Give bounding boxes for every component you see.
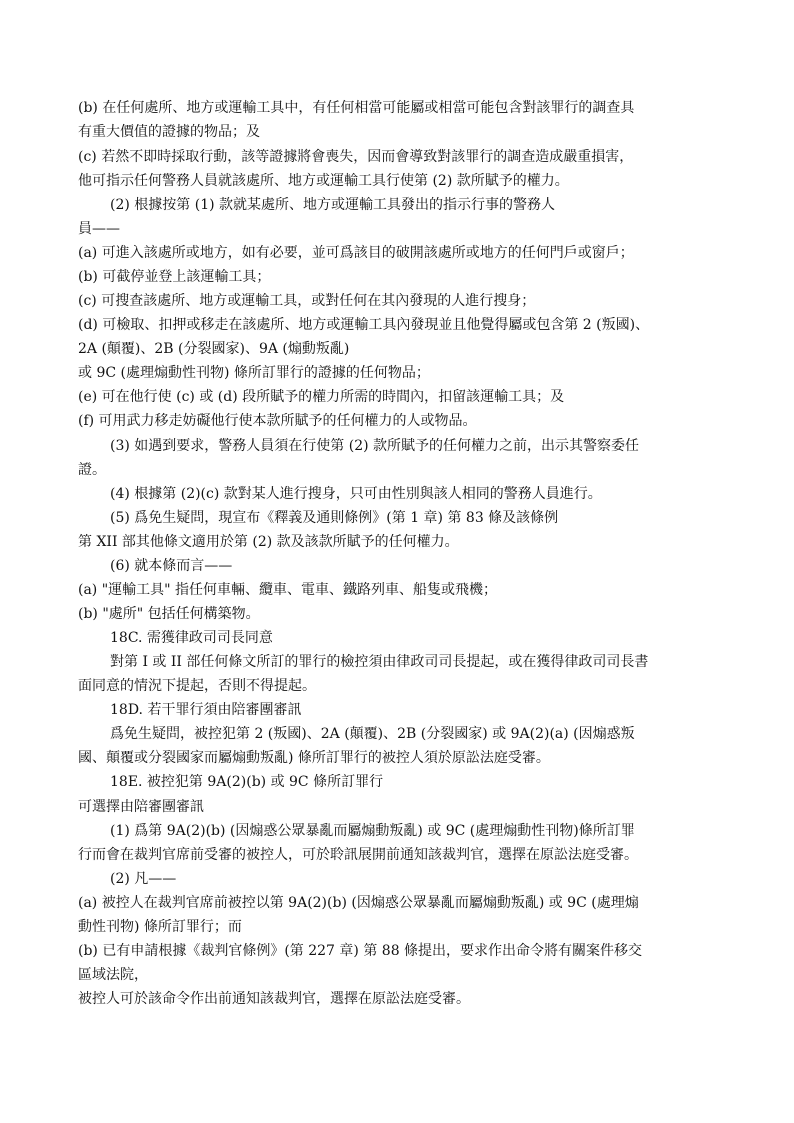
text-line: (4) 根據第 (2)(c) 款對某人進行搜身，只可由性別與該人相同的警務人員進行。 — [110, 486, 602, 502]
text-line: 面同意的情況下提起，否則不得提起。 — [78, 678, 316, 694]
text-line: (b) 已有申請根據《裁判官條例》(第 227 章) 第 88 條提出，要求作出命令將有關案件移交 — [78, 943, 643, 959]
text-line: 被控人可於該命令作出前通知該裁判官，選擇在原訟法庭受審。 — [78, 991, 470, 1007]
section-heading: 可選擇由陪審團審訊 — [78, 799, 204, 815]
text-line: 對第 I 或 II 部任何條文所訂的罪行的檢控須由律政司司長提起，或在獲得律政司司長書 — [110, 654, 649, 670]
text-line: 區域法院， — [78, 967, 148, 983]
text-line: (b) "處所" 包括任何構築物。 — [78, 606, 260, 622]
text-line: 爲免生疑問，被控犯第 2 (叛國)、2A (顛覆)、2B (分裂國家) 或 9A(2)(a) (因煽惑叛 — [110, 726, 635, 742]
section-heading: 18E. 被控犯第 9A(2)(b) 或 9C 條所訂罪行 — [110, 774, 384, 790]
text-line: 或 9C (處理煽動性刊物) 條所訂罪行的證據的任何物品； — [78, 365, 430, 381]
text-line: (d) 可檢取、扣押或移走在該處所、地方或運輸工具內發現並且他覺得屬或包含第 2 (叛國)、 — [78, 317, 650, 333]
text-line: (5) 爲免生疑問，現宣布《釋義及通則條例》(第 1 章) 第 83 條及該條例 — [110, 510, 559, 526]
text-line: 他可指示任何警務人員就該處所、地方或運輸工具行使第 (2) 款所賦予的權力。 — [78, 173, 569, 189]
text-line: (6) 就本條而言—— — [110, 558, 233, 574]
text-line: 有重大價值的證據的物品；及 — [78, 124, 260, 140]
text-line: (2) 根據按第 (1) 款就某處所、地方或運輸工具發出的指示行事的警務人 — [110, 197, 556, 213]
section-heading: 18D. 若干罪行須由陪審團審訊 — [110, 702, 302, 718]
text-line: 證。 — [78, 462, 106, 478]
text-line: 行而會在裁判官席前受審的被控人，可於聆訊展開前通知該裁判官，選擇在原訟法庭受審。 — [78, 847, 638, 863]
text-line: (a) 被控人在裁判官席前被控以第 9A(2)(b) (因煽惑公眾暴亂而屬煽動叛亂) 或 9C (處理煽 — [78, 895, 639, 911]
text-line: 員—— — [78, 221, 120, 237]
text-line: 第 XII 部其他條文適用於第 (2) 款及該款所賦予的任何權力。 — [78, 534, 459, 550]
text-line: (c) 可搜查該處所、地方或運輸工具，或對任何在其內發現的人進行搜身； — [78, 293, 536, 309]
text-line: 動性刊物) 條所訂罪行；而 — [78, 919, 242, 935]
text-line: (1) 爲第 9A(2)(b) (因煽惑公眾暴亂而屬煽動叛亂) 或 9C (處理煽動性刊物)條所訂罪 — [110, 823, 635, 839]
text-line: (a) 可進入該處所或地方，如有必要，並可爲該目的破開該處所或地方的任何門戶或窗戶； — [78, 245, 634, 261]
text-line: 國、顛覆或分裂國家而屬煽動叛亂) 條所訂罪行的被控人須於原訟法庭受審。 — [78, 750, 550, 766]
text-line: (c) 若然不即時採取行動，該等證據將會喪失，因而會導致對該罪行的調查造成嚴重損害， — [78, 149, 634, 165]
text-line: 2A (顛覆)、2B (分裂國家)、9A (煽動叛亂) — [78, 341, 350, 357]
text-line: (b) 在任何處所、地方或運輸工具中，有任何相當可能屬或相當可能包含對該罪行的調查具 — [78, 100, 635, 116]
text-line: (2) 凡—— — [110, 871, 177, 887]
section-heading: 18C. 需獲律政司司長同意 — [110, 630, 273, 646]
text-line: (3) 如遇到要求，警務人員須在行使第 (2) 款所賦予的任何權力之前，出示其警察委任 — [110, 438, 640, 454]
text-line: (e) 可在他行使 (c) 或 (d) 段所賦予的權力所需的時間內，扣留該運輸工具；及 — [78, 389, 565, 405]
text-line: (f) 可用武力移走妨礙他行使本款所賦予的任何權力的人或物品。 — [78, 413, 477, 429]
text-line: (a) "運輸工具" 指任何車輛、纜車、電車、鐵路列車、船隻或飛機； — [78, 582, 498, 598]
text-line: (b) 可截停並登上該運輸工具； — [78, 269, 271, 285]
